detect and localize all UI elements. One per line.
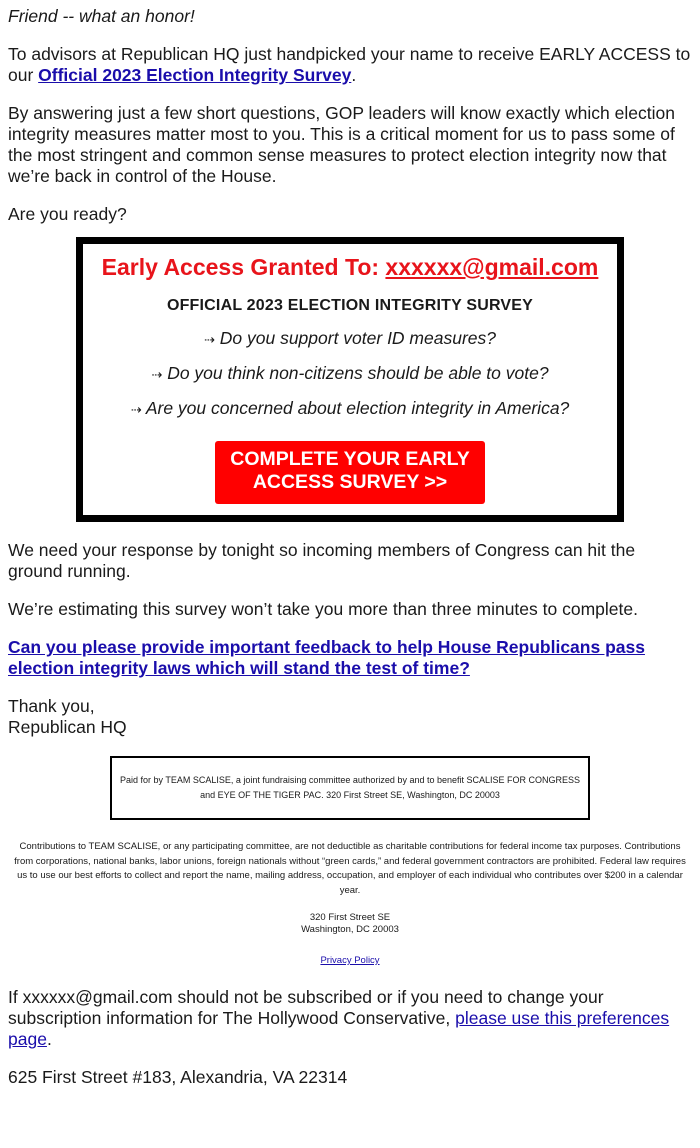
ready-question: Are you ready? bbox=[8, 204, 127, 224]
survey-question bbox=[83, 397, 617, 421]
body-paragraph: By answering just a few short questions, GOP leaders will know exactly which election integrity measures matter most to you. This is a critical moment for us to pass some of the most stringent and common sense measures to protect election integrity now that we’re back in control of the House. bbox=[8, 103, 675, 186]
greeting: Friend -- what an honor! bbox=[8, 6, 195, 26]
privacy-policy-row bbox=[8, 950, 692, 971]
cta-line-1: COMPLETE YOUR EARLY bbox=[230, 448, 470, 470]
survey-question bbox=[83, 327, 617, 351]
address-line-2: Washington, DC 20003 bbox=[301, 924, 399, 935]
intro-text-end: . bbox=[351, 65, 357, 85]
privacy-policy-link[interactable]: Privacy Policy bbox=[320, 955, 380, 966]
complete-survey-button[interactable] bbox=[215, 441, 485, 504]
contribution-fine-print: Contributions to TEAM SCALISE, or any participating committee, are not deductible as charitable contributions for federal income tax purposes. Contributions from corporations, national banks, labor unions, foreign nationals without “green cards,” and federal government contractors are prohibited. Federal law requires us to use our best efforts to collect and report the name, mailing address, occupation, and employer of each individual who contributes over $200 in a calendar year. bbox=[14, 841, 686, 896]
signoff-line-2: Republican HQ bbox=[8, 717, 127, 737]
arrow-icon: ⇢ bbox=[130, 402, 142, 417]
signoff-line-1: Thank you, bbox=[8, 696, 95, 716]
survey-subtitle: OFFICIAL 2023 ELECTION INTEGRITY SURVEY bbox=[166, 297, 534, 314]
arrow-icon: ⇢ bbox=[203, 332, 215, 347]
unsubscribe-text: If xxxxxx@gmail.com should not be subscribed or if you need to change your subscription information for The Hollywood Conservative, bbox=[8, 987, 604, 1028]
address-line-1: 320 First Street SE bbox=[309, 912, 391, 923]
question-text: Do you support voter ID measures? bbox=[219, 328, 497, 348]
footer-address: 625 First Street #183, Alexandria, VA 22314 bbox=[8, 1067, 348, 1087]
survey-box bbox=[76, 237, 624, 522]
intro-text: To advisors at Republican HQ just handpicked your name to receive EARLY ACCESS to our bbox=[8, 44, 691, 85]
time-estimate-paragraph: We’re estimating this survey won’t take you more than three minutes to complete. bbox=[8, 599, 638, 619]
paid-for-disclaimer: Paid for by TEAM SCALISE, a joint fundraising committee authorized by and to benefit SCALISE FOR CONGRESS and EYE OF THE TIGER PAC. 320 First Street SE, Washington, DC 20003 bbox=[110, 756, 590, 820]
feedback-link[interactable]: Can you please provide important feedback to help House Republicans pass election integrity laws which will stand the test of time? bbox=[8, 637, 645, 678]
question-text: Do you think non-citizens should be able to vote? bbox=[167, 363, 549, 383]
recipient-email[interactable]: xxxxxx@gmail.com bbox=[385, 254, 599, 280]
arrow-icon: ⇢ bbox=[151, 367, 163, 382]
early-access-label: Early Access Granted To: bbox=[101, 254, 386, 280]
cta-line-2: ACCESS SURVEY >> bbox=[252, 471, 448, 493]
unsubscribe-paragraph bbox=[8, 987, 692, 1050]
survey-link[interactable]: Official 2023 Election Integrity Survey bbox=[38, 65, 352, 85]
signoff bbox=[8, 696, 692, 738]
intro-paragraph bbox=[8, 44, 692, 86]
unsubscribe-text-end: . bbox=[46, 1029, 52, 1049]
committee-address bbox=[8, 912, 692, 936]
survey-question bbox=[83, 362, 617, 386]
deadline-paragraph: We need your response by tonight so incoming members of Congress can hit the ground running. bbox=[8, 540, 636, 581]
question-text: Are you concerned about election integrity in America? bbox=[145, 398, 570, 418]
early-access-title bbox=[83, 252, 617, 282]
preferences-link[interactable]: please use this preferences page bbox=[8, 1008, 670, 1049]
